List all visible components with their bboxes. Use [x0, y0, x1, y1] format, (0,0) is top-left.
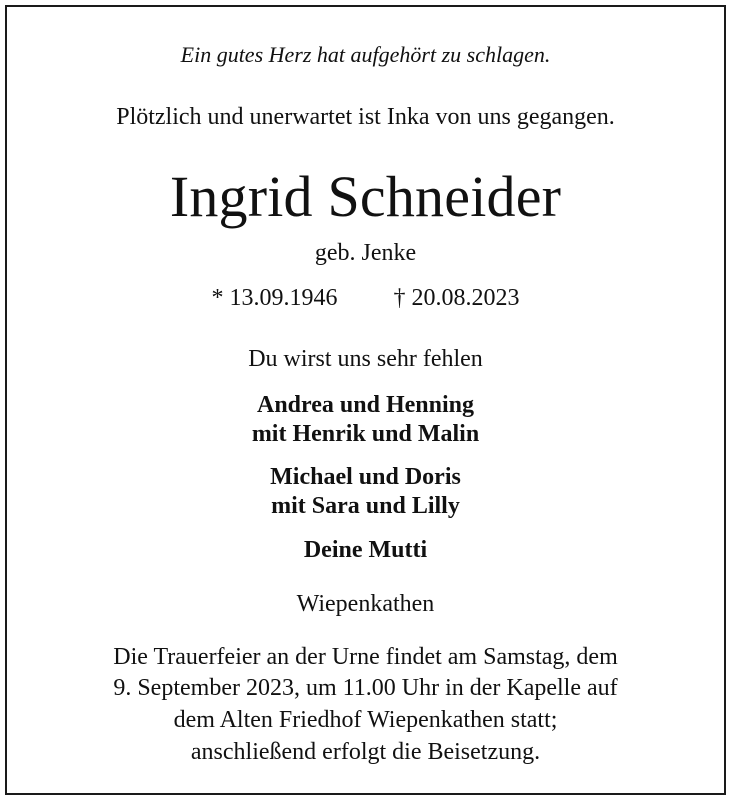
motto: Ein gutes Herz hat aufgehört zu schlagen.	[180, 42, 551, 67]
deceased-name: Ingrid Schneider	[169, 164, 562, 229]
notice-line: 9. September 2023, um 11.00 Uhr in der Kapelle auf	[113, 675, 618, 701]
mourner-line: Michael und Doris	[270, 464, 461, 490]
mourner-line: Deine Mutti	[303, 537, 428, 563]
mourner-line: mit Sara und Lilly	[271, 493, 460, 519]
notice-line: Die Trauerfeier an der Urne findet am Samstag, dem	[113, 644, 618, 670]
notice-line: anschließend erfolgt die Beisetzung.	[190, 739, 541, 765]
life-dates	[0, 285, 731, 312]
notice-line: dem Alten Friedhof Wiepenkathen statt;	[173, 707, 558, 733]
place: Wiepenkathen	[296, 591, 435, 617]
maiden-name: geb. Jenke	[314, 240, 417, 266]
intro-text: Plötzlich und unerwartet ist Inka von uns gegangen.	[116, 104, 615, 130]
death-date: † 20.08.2023	[393, 285, 520, 311]
birth-date: * 13.09.1946	[211, 285, 338, 311]
mourner-line: mit Henrik und Malin	[251, 421, 480, 447]
mourner-line: Andrea und Henning	[257, 392, 474, 418]
farewell-text: Du wirst uns sehr fehlen	[248, 346, 483, 372]
